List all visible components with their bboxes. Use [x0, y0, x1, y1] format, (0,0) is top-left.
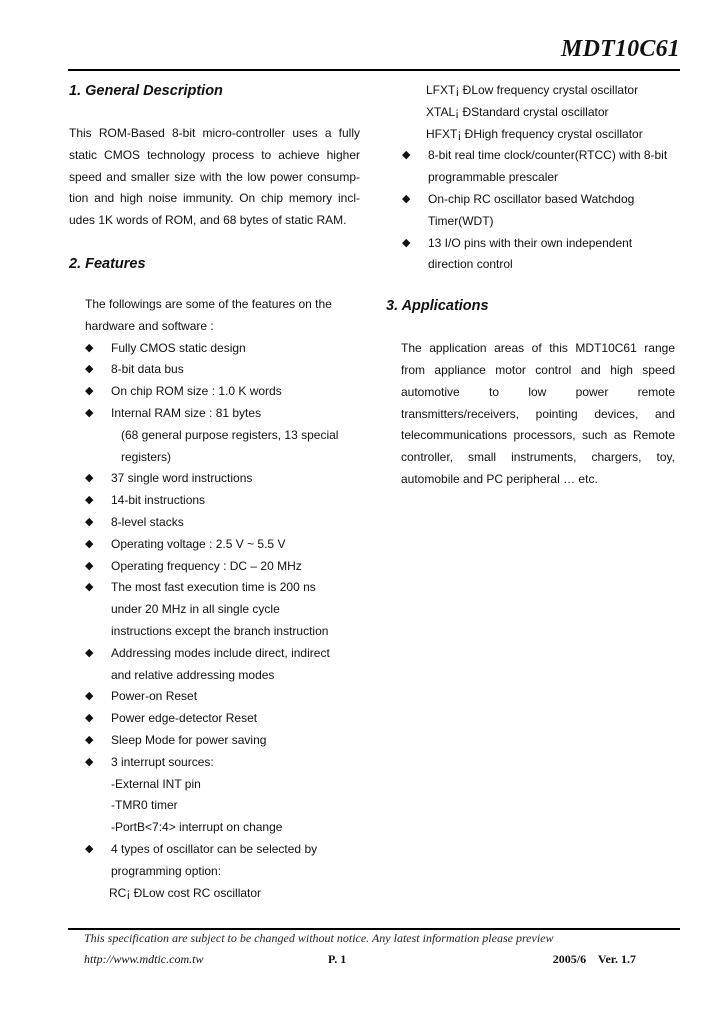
ram-note: (68 general purpose registers, 13 special registers): [121, 427, 339, 464]
footer-notice: This specification are subject to be changed without notice. Any latest information please preview: [84, 931, 554, 945]
page-number: P. 1: [328, 952, 347, 966]
diamond-bullet-icon: ◆: [85, 515, 94, 528]
diamond-bullet-icon: ◆: [85, 406, 94, 419]
list-item: ◆ 4 types of oscillator can be selected by programming option:: [85, 839, 331, 883]
oscillator-list: [85, 839, 360, 883]
interrupt-source: -External INT pin: [111, 776, 201, 791]
applications-body: The application areas of this MDT10C61 range from appliance motor control and high speed automotive to low power remote transmitters/receivers, pointing devices, and telecommunications processors, such as Remote controller, small instruments, chargers, toy, automobile and PC peripheral … etc.: [401, 341, 675, 486]
list-item: ◆ 3 interrupt sources:: [85, 752, 360, 774]
list-item: ◆ Addressing modes include direct, indirect and relative addressing modes: [85, 643, 343, 687]
header-title: MDT10C61: [561, 36, 680, 62]
list-item: ◆ Power edge-detector Reset: [85, 708, 360, 730]
footer-url: http://www.mdtic.com.tw: [84, 952, 204, 966]
diamond-bullet-icon: ◆: [85, 537, 94, 550]
diamond-bullet-icon: ◆: [402, 192, 411, 205]
diamond-bullet-icon: ◆: [85, 494, 94, 507]
list-item: ◆ On chip ROM size : 1.0 K words: [85, 381, 360, 403]
list-item: ◆ 8-bit real time clock/counter(RTCC) with 8-bit programmable prescaler: [402, 145, 678, 189]
list-item: ◆ 13 I/O pins with their own independent direction control: [402, 233, 650, 277]
list-item: ◆ Internal RAM size : 81 bytes: [85, 403, 360, 425]
list-item: ◆ 8-level stacks: [85, 512, 360, 534]
right-column: [386, 80, 678, 491]
left-column: [69, 80, 360, 904]
diamond-bullet-icon: ◆: [402, 236, 411, 249]
diamond-bullet-icon: ◆: [402, 149, 411, 162]
features-heading: 2. Features: [69, 255, 146, 272]
diamond-bullet-icon: ◆: [85, 842, 94, 855]
features-list-continued: [85, 468, 360, 773]
footer-rule: [68, 928, 680, 930]
header-rule: [68, 69, 680, 71]
applications-heading: 3. Applications: [386, 298, 489, 315]
general-description-heading: 1. General Description: [69, 83, 223, 99]
diamond-bullet-icon: ◆: [85, 472, 94, 485]
diamond-bullet-icon: ◆: [85, 581, 94, 594]
list-item: ◆ Power-on Reset: [85, 686, 360, 708]
diamond-bullet-icon: ◆: [85, 646, 94, 659]
diamond-bullet-icon: ◆: [85, 733, 94, 746]
diamond-bullet-icon: ◆: [85, 690, 94, 703]
list-item: ◆ Operating voltage : 2.5 V ~ 5.5 V: [85, 534, 360, 556]
oscillator-type: HFXT¡ ÐHigh frequency crystal oscillator: [426, 126, 643, 141]
diamond-bullet-icon: ◆: [85, 559, 94, 572]
oscillator-type: XTAL¡ ÐStandard crystal oscillator: [426, 104, 609, 119]
version-date: 2005/6 Ver. 1.7: [552, 952, 636, 966]
list-item: ◆ Operating frequency : DC – 20 MHz: [85, 556, 360, 578]
interrupt-source: -PortB<7:4> interrupt on change: [111, 820, 283, 835]
interrupt-source: -TMR0 timer: [111, 798, 178, 813]
list-item: ◆ Sleep Mode for power saving: [85, 730, 360, 752]
list-item: ◆ 37 single word instructions: [85, 468, 360, 490]
diamond-bullet-icon: ◆: [85, 363, 94, 376]
diamond-bullet-icon: ◆: [85, 712, 94, 725]
general-description-body: This ROM-Based 8-bit micro-controller uses a fully static CMOS technology process to achieve higher speed and smaller size with the low power consump-tion and high noise immunity. On chip memory incl-udes 1K words of ROM, and 68 bytes of static RAM.: [69, 126, 360, 228]
features-list: [85, 338, 360, 425]
oscillator-type: LFXT¡ ÐLow frequency crystal oscillator: [426, 83, 639, 97]
diamond-bullet-icon: ◆: [85, 755, 94, 768]
list-item: ◆ 14-bit instructions: [85, 490, 360, 512]
list-item: ◆ The most fast execution time is 200 ns under 20 MHz in all single cycle instructions except the branch instruction: [85, 577, 333, 642]
diamond-bullet-icon: ◆: [85, 385, 94, 398]
list-item: ◆ Fully CMOS static design: [85, 338, 360, 360]
oscillator-type: RC¡ ÐLow cost RC oscillator: [109, 885, 262, 900]
list-item: ◆ 8-bit data bus: [85, 359, 360, 381]
features-intro: The followings are some of the features on the hardware and software :: [85, 296, 332, 333]
features-list-right: [386, 145, 678, 276]
list-item: ◆ On-chip RC oscillator based Watchdog Timer(WDT): [402, 189, 650, 233]
diamond-bullet-icon: ◆: [85, 341, 94, 354]
